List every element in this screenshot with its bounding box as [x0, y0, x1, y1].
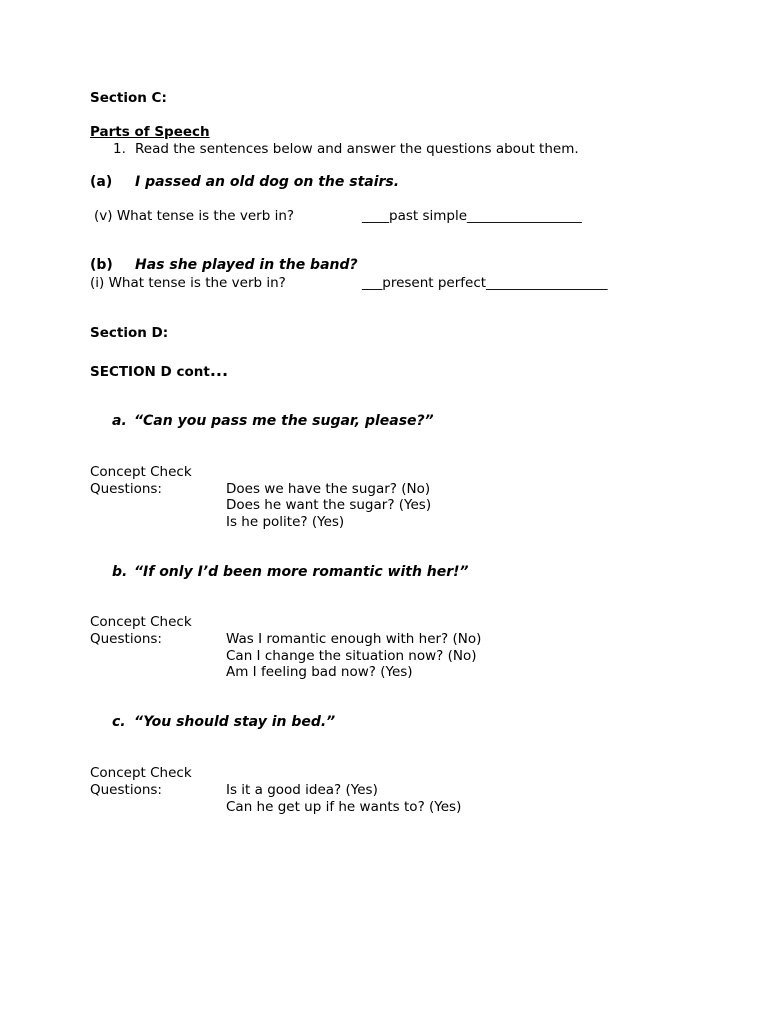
- ccq-c-question-2: Can he get up if he wants to? (Yes): [226, 799, 462, 815]
- quote-b: [112, 564, 469, 581]
- ccq-a-question-2: Does he want the sugar? (Yes): [226, 497, 432, 513]
- ccq-b-question-3: Am I feeling bad now? (Yes): [226, 664, 413, 680]
- item-b-answer: ___present perfect__________________: [362, 275, 608, 291]
- section-c-heading: Section C:: [90, 90, 167, 106]
- section-d-cont-text: SECTION D cont: [90, 364, 210, 380]
- section-d-heading: Section D:: [90, 325, 169, 341]
- quote-a-text: “Can you pass me the sugar, please?”: [134, 413, 434, 429]
- ccq-a-label-1: Concept Check: [90, 464, 192, 480]
- quote-c-text: “You should stay in bed.”: [134, 714, 336, 730]
- item-a-question: (v) What tense is the verb in?: [94, 208, 295, 224]
- quote-a: [112, 413, 434, 430]
- section-d-cont-heading: [90, 362, 228, 381]
- item-a-answer: ____past simple_________________: [362, 208, 582, 224]
- ccq-c-label-1: Concept Check: [90, 765, 192, 781]
- ccq-b-label-1: Concept Check: [90, 614, 192, 630]
- instruction-text: Read the sentences below and answer the questions about them.: [135, 141, 579, 157]
- ccq-a-question-3: Is he polite? (Yes): [226, 514, 345, 530]
- item-b-question: (i) What tense is the verb in?: [90, 275, 286, 291]
- quote-a-letter: a.: [112, 413, 127, 429]
- item-a-label: (a): [90, 174, 113, 190]
- ccq-c-label-2: Questions:: [90, 782, 162, 798]
- ccq-b-question-1: Was I romantic enough with her? (No): [226, 631, 482, 647]
- ccq-b-question-2: Can I change the situation now? (No): [226, 648, 477, 664]
- item-b-sentence: Has she played in the band?: [135, 257, 358, 273]
- quote-b-text: “If only I’d been more romantic with her!”: [134, 564, 469, 580]
- quote-c: [112, 714, 335, 731]
- ccq-a-question-1: Does we have the sugar? (No): [226, 481, 431, 497]
- item-b-label: (b): [90, 257, 113, 273]
- ccq-a-label-2: Questions:: [90, 481, 162, 497]
- ccq-c-question-1: Is it a good idea? (Yes): [226, 782, 378, 798]
- parts-of-speech-heading: Parts of Speech: [90, 124, 210, 140]
- instruction-number: 1.: [113, 141, 126, 157]
- quote-b-letter: b.: [112, 564, 128, 580]
- section-d-cont-ellipsis: ...: [209, 361, 229, 380]
- ccq-b-label-2: Questions:: [90, 631, 162, 647]
- item-a-sentence: I passed an old dog on the stairs.: [135, 174, 400, 190]
- quote-c-letter: c.: [112, 714, 126, 730]
